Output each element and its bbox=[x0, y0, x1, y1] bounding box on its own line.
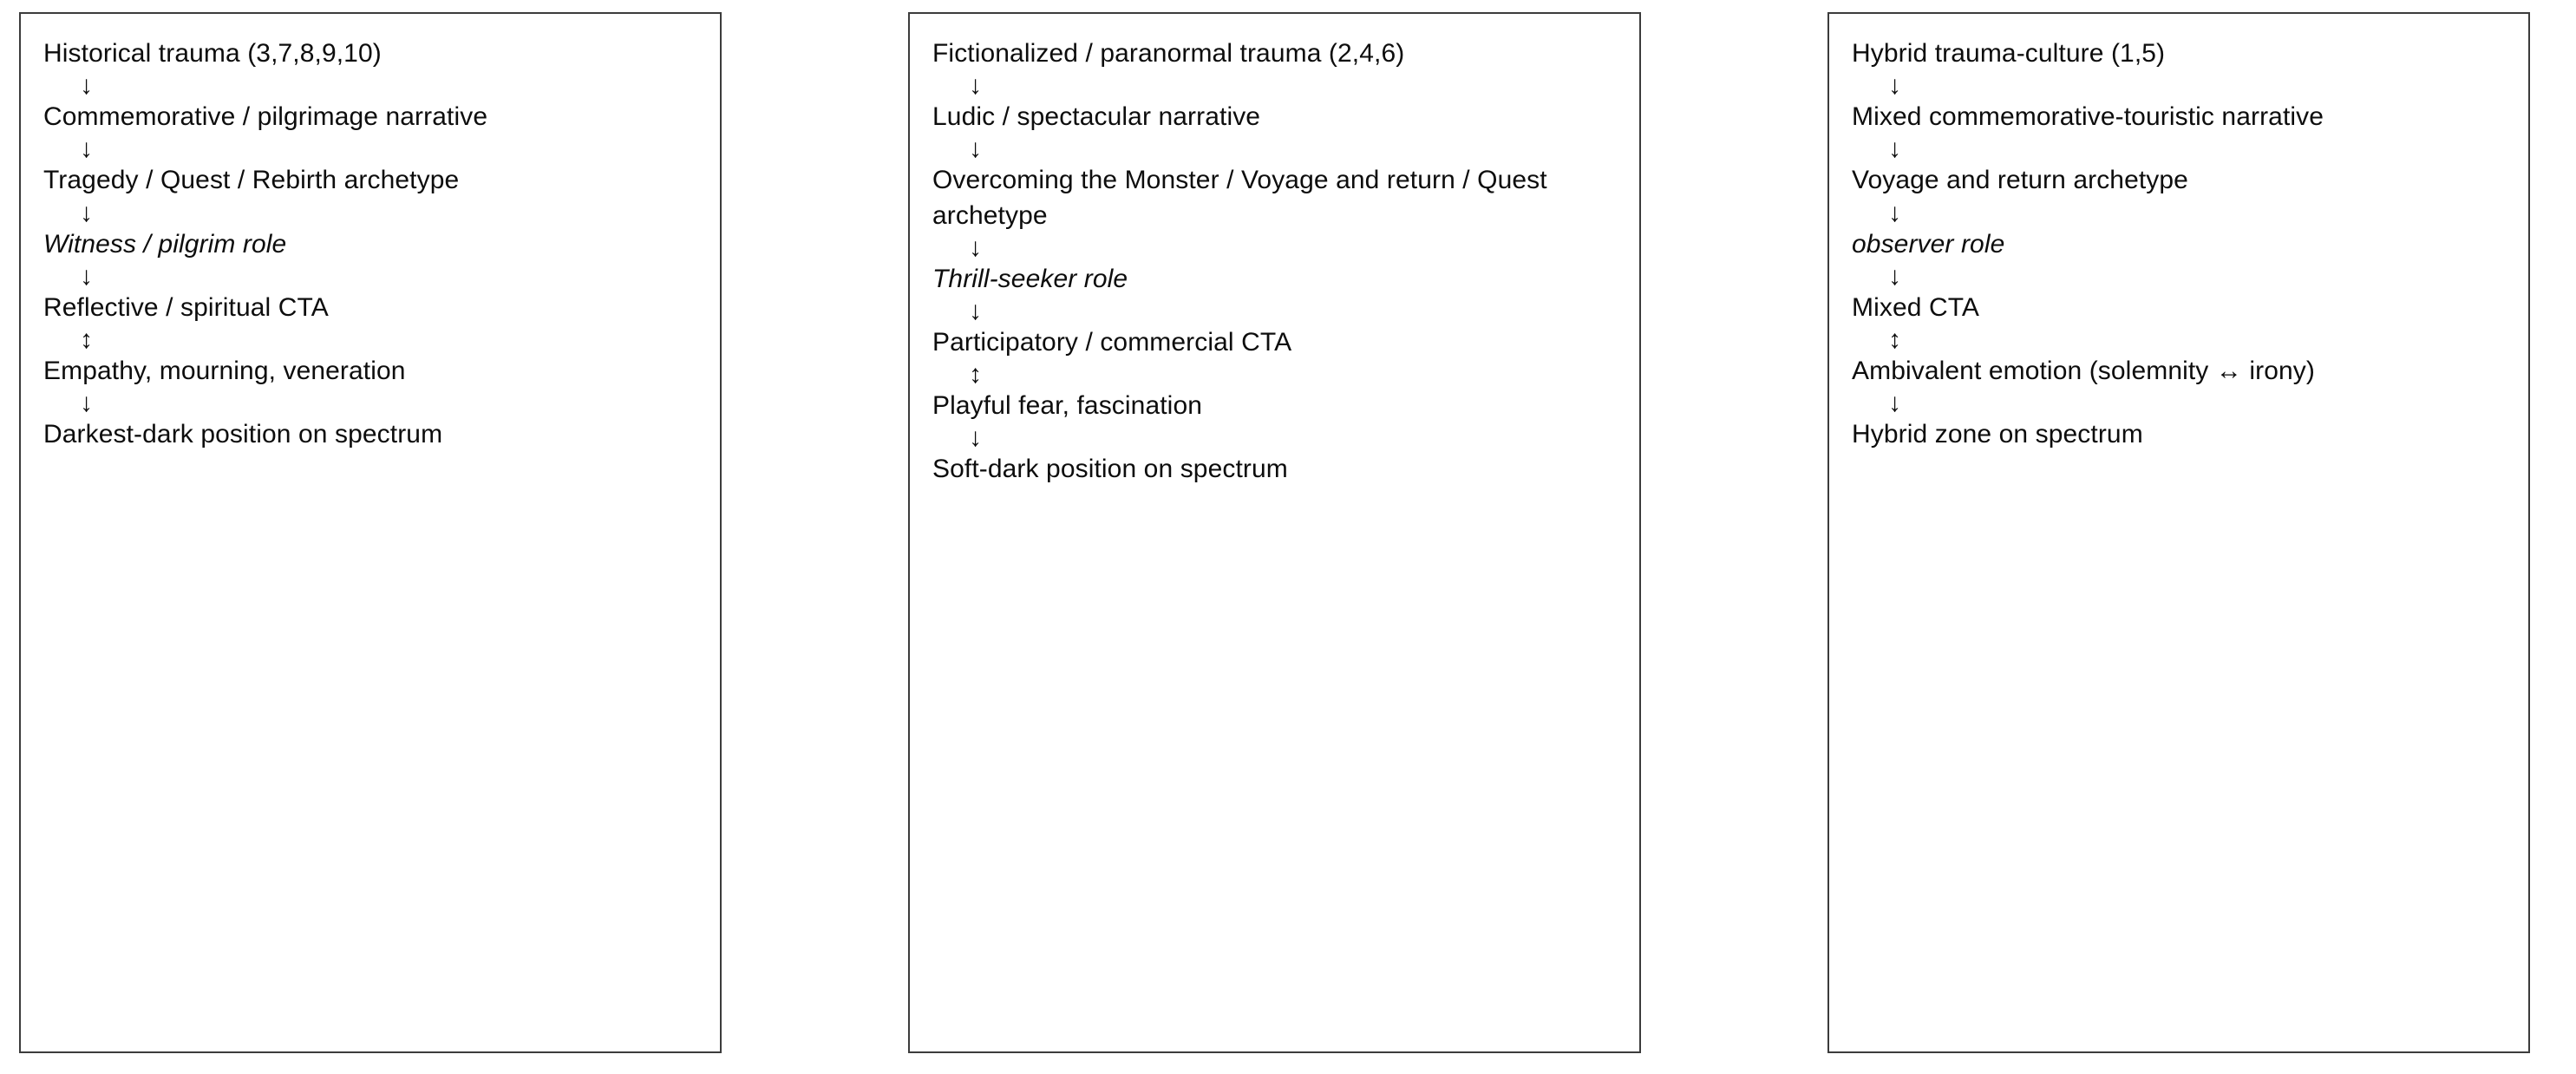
arrow-down-icon: ↓ bbox=[969, 232, 982, 262]
arrow-down-icon: ↓ bbox=[1888, 134, 1901, 164]
arrow-double-vertical-icon: ↕ bbox=[969, 360, 982, 390]
arrow-down-icon: ↓ bbox=[969, 423, 982, 453]
flow-column-fictionalized-trauma bbox=[908, 12, 1641, 1053]
flow-step: Empathy, mourning, veneration bbox=[43, 356, 406, 385]
flow-step: Participatory / commercial CTA bbox=[932, 327, 1292, 357]
flow-step: Reflective / spiritual CTA bbox=[43, 292, 329, 322]
flow-step: Playful fear, fascination bbox=[932, 391, 1203, 421]
arrow-down-icon: ↓ bbox=[80, 198, 93, 227]
flow-step: Ambivalent emotion (solemnity ↔ irony) bbox=[1852, 356, 2315, 385]
arrow-down-icon: ↓ bbox=[1888, 261, 1901, 291]
flow-column-hybrid-trauma-culture bbox=[1827, 12, 2530, 1053]
arrow-double-vertical-icon: ↕ bbox=[80, 324, 93, 354]
flow-step-role: observer role bbox=[1852, 229, 2005, 259]
arrow-down-icon: ↓ bbox=[80, 389, 93, 418]
flow-step: Hybrid zone on spectrum bbox=[1852, 420, 2143, 449]
arrow-down-icon: ↓ bbox=[969, 71, 982, 101]
flow-step-role: Thrill-seeker role bbox=[932, 264, 1128, 293]
flow-step: Darkest-dark position on spectrum bbox=[43, 420, 443, 449]
flow-step: Commemorative / pilgrimage narrative bbox=[43, 102, 488, 132]
flow-step: Tragedy / Quest / Rebirth archetype bbox=[43, 166, 460, 195]
arrow-down-icon: ↓ bbox=[80, 134, 93, 164]
arrow-down-icon: ↓ bbox=[1888, 198, 1901, 227]
flow-step: Hybrid trauma-culture (1,5) bbox=[1852, 39, 2166, 68]
flow-column-historical-trauma bbox=[19, 12, 722, 1053]
arrow-down-icon: ↓ bbox=[1888, 389, 1901, 418]
flow-step: Voyage and return archetype bbox=[1852, 166, 2188, 195]
flow-step: Fictionalized / paranormal trauma (2,4,6) bbox=[932, 39, 1405, 68]
flow-step: Soft-dark position on spectrum bbox=[932, 455, 1288, 484]
flow-step: Overcoming the Monster / Voyage and return / Quest archetype bbox=[932, 166, 1547, 230]
flow-step: Historical trauma (3,7,8,9,10) bbox=[43, 39, 382, 68]
arrow-double-vertical-icon: ↕ bbox=[1888, 324, 1901, 354]
flow-step: Ludic / spectacular narrative bbox=[932, 102, 1261, 132]
arrow-down-icon: ↓ bbox=[969, 296, 982, 325]
arrow-down-icon: ↓ bbox=[1888, 71, 1901, 101]
arrow-down-icon: ↓ bbox=[969, 134, 982, 164]
flow-step-role: Witness / pilgrim role bbox=[43, 229, 287, 259]
arrow-down-icon: ↓ bbox=[80, 71, 93, 101]
arrow-down-icon: ↓ bbox=[80, 261, 93, 291]
flow-step: Mixed commemorative-touristic narrative bbox=[1852, 102, 2324, 132]
flow-step: Mixed CTA bbox=[1852, 292, 1980, 322]
